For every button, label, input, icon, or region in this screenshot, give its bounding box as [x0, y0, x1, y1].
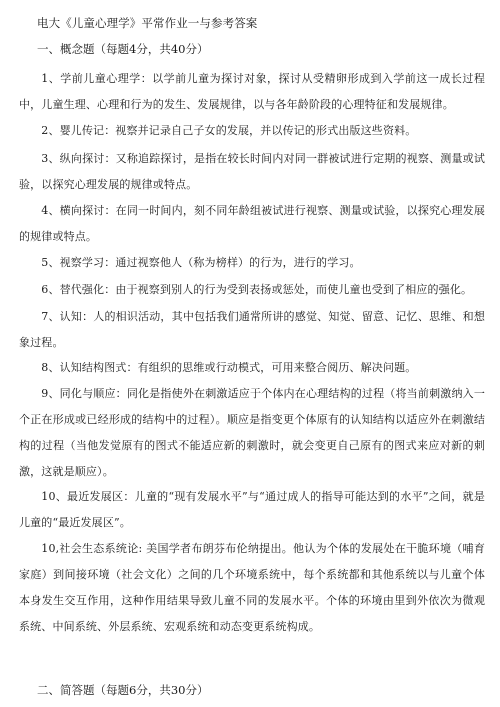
- paragraph-assimilation-accommodation: 9、同化与顺应：同化是指使外在刺激适应于个体内在心理结构的过程（将当前刺激纳入一个正在形成或已经形成的结构中的过程）。顺应是指变更个体原有的认知结构以适应外在刺激结构的过程（当他发觉原有的图式不能适应新的刺激时，就会变更自己原有的图式来应对新的刺激，这就是顺应）。: [19, 387, 485, 478]
- paragraph-cognitive-schema: 8、认知结构图式：有组织的思维或行动模式，可用来整合阅历、解决问题。: [19, 361, 417, 374]
- section-heading-concepts: 一、概念题（每题4分，共40分）: [37, 42, 209, 56]
- document-title: 电大《儿童心理学》平常作业一与参考答案: [37, 16, 258, 30]
- section-heading-short-answer: 二、简答题（每题6分，共30分）: [37, 683, 209, 697]
- paragraph-cognition: 7、认知：人的相识活动，其中包括我们通常所讲的感觉、知觉、留意、记忆、思维、和想象过程。: [19, 310, 485, 349]
- paragraph-longitudinal-study: 3、纵向探讨：又称追踪探讨，是指在较长时间内对同一群被试进行定期的视察、测量或试验，以探究心理发展的规律或特点。: [19, 152, 485, 191]
- paragraph-zone-of-proximal-development: 10、最近发展区：儿童的“现有发展水平”与“通过成人的指导可能达到的水平”之间，就是儿童的“最近发展区”。: [19, 490, 485, 529]
- paragraph-baby-biography: 2、婴儿传记：视察并记录自己子女的发展，并以传记的形式出版这些资料。: [19, 124, 417, 137]
- paragraph-vicarious-reinforcement: 6、替代强化：由于视察到别人的行为受到表扬或惩处，而使儿童也受到了相应的强化。: [19, 283, 473, 296]
- paragraph-observational-learning: 5、视察学习：通过视察他人（称为榜样）的行为，进行的学习。: [19, 256, 361, 269]
- paragraph-cross-sectional-study: 4、横向探讨：在同一时间内，刻不同年龄组被试进行视察、测量或试验，以探究心理发展的规律或特点。: [19, 204, 485, 243]
- paragraph-ecological-systems-theory: 10,社会生态系统论: 美国学者布朗芬布伦纳提出。他认为个体的发展处在干脆环境（哺育家庭）到间接环境（社会文化）之间的几个环境系统中，每个系统都和其他系统以与儿童个体本身发生交互作用，这种作用结果导致儿童不同的发展水平。个体的环境由里到外依次为微观系统、中间系统、外层系统、宏观系统和动态变更系统构成。: [19, 542, 485, 633]
- paragraph-preschool-psychology: 1、学前儿童心理学：以学前儿童为探讨对象，探讨从受精卵形成到入学前这一成长过程中，儿童生理、心理和行为的发生、发展规律，以与各年龄阶段的心理特征和发展规律。: [19, 72, 485, 111]
